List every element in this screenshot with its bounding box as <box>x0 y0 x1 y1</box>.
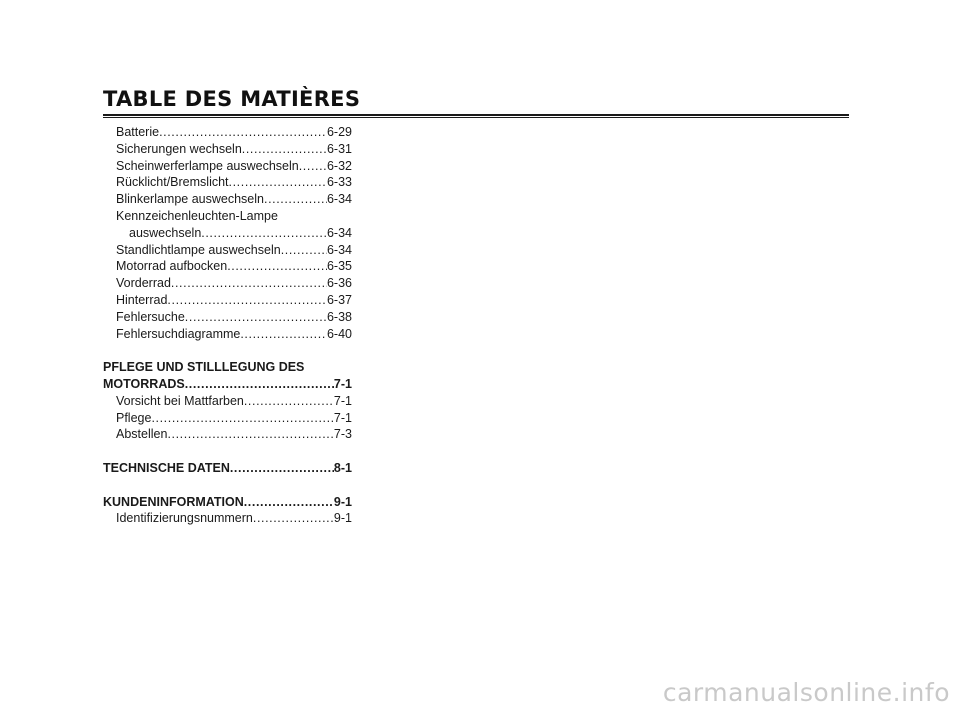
dot-leader <box>253 510 334 527</box>
toc-entry-page: 6-35 <box>326 259 352 274</box>
toc-entry-label: Standlichtlampe auswechseln <box>116 242 281 257</box>
toc-entry-kennzeichen-line2[interactable] <box>103 225 352 242</box>
toc-entry-label: auswechseln <box>129 225 202 240</box>
toc-entry-abstellen[interactable] <box>103 426 352 443</box>
toc-entry-page: 6-38 <box>326 309 352 324</box>
table-of-contents <box>103 124 352 527</box>
toc-entry-page: 6-31 <box>326 141 352 156</box>
toc-entry-label: Abstellen <box>116 427 168 442</box>
toc-entry-label: Rücklicht/Bremslicht <box>116 175 229 190</box>
toc-entry-label: Motorrad aufbocken <box>116 259 228 274</box>
toc-entry-aufbocken[interactable] <box>103 258 352 275</box>
toc-entry-label: Scheinwerferlampe auswechseln <box>116 158 299 173</box>
toc-section-7-line1[interactable] <box>103 359 352 376</box>
dot-leader <box>244 393 334 410</box>
toc-section-7-line2[interactable] <box>103 376 352 393</box>
toc-entry-label: Vorsicht bei Mattfarben <box>116 393 244 408</box>
section-spacer <box>103 342 352 359</box>
dot-leader <box>281 242 327 259</box>
toc-entry-sicherungen[interactable] <box>103 141 352 158</box>
toc-entry-label: Vorderrad <box>116 276 171 291</box>
dot-leader <box>264 191 327 208</box>
dot-leader <box>201 225 327 242</box>
toc-entry-page: 6-37 <box>326 292 352 307</box>
dot-leader <box>299 158 327 175</box>
toc-entry-vorderrad[interactable] <box>103 275 352 292</box>
toc-entry-fehlersuche[interactable] <box>103 309 352 326</box>
toc-entry-page: 6-33 <box>326 175 352 190</box>
dot-leader <box>151 410 333 427</box>
toc-entry-mattfarben[interactable] <box>103 393 352 410</box>
toc-entry-kennzeichen-line1[interactable] <box>103 208 352 225</box>
toc-section-8[interactable] <box>103 460 352 477</box>
section-spacer <box>103 477 352 494</box>
dot-leader <box>242 141 327 158</box>
toc-entry-label: Fehlersuchdiagramme <box>116 326 241 341</box>
title-underline <box>103 114 849 118</box>
dot-leader <box>240 326 327 343</box>
toc-entry-page: 6-34 <box>326 192 352 207</box>
dot-leader <box>185 309 327 326</box>
toc-entry-page: 6-34 <box>326 242 352 257</box>
dot-leader <box>167 292 327 309</box>
toc-entry-hinterrad[interactable] <box>103 292 352 309</box>
toc-entry-label: Sicherungen wechseln <box>116 141 242 156</box>
toc-section-label: PFLEGE UND STILLLEGUNG DES <box>103 360 305 375</box>
toc-section-page: 7-1 <box>333 376 352 391</box>
dot-leader <box>244 494 334 511</box>
dot-leader <box>230 460 334 477</box>
toc-entry-page: 7-3 <box>333 427 352 442</box>
toc-entry-page: 7-1 <box>333 393 352 408</box>
toc-entry-page: 6-34 <box>326 225 352 240</box>
toc-entry-blinkerlampe[interactable] <box>103 191 352 208</box>
dot-leader <box>229 174 327 191</box>
dot-leader <box>159 124 327 141</box>
toc-entry-identifizierungsnummern[interactable] <box>103 510 352 527</box>
toc-entry-pflege[interactable] <box>103 410 352 427</box>
toc-entry-page: 6-32 <box>326 158 352 173</box>
toc-section-label: KUNDENINFORMATION <box>103 494 244 509</box>
watermark-text: carmanualsonline.info <box>662 678 950 707</box>
toc-entry-label: Blinkerlampe auswechseln <box>116 192 264 207</box>
toc-section-label: TECHNISCHE DATEN <box>103 460 230 475</box>
toc-entry-page: 6-40 <box>326 326 352 341</box>
toc-section-9[interactable] <box>103 494 352 511</box>
toc-entry-scheinwerferlampe[interactable] <box>103 158 352 175</box>
toc-entry-page: 6-36 <box>326 276 352 291</box>
toc-entry-label: Fehlersuche <box>116 309 185 324</box>
toc-section-page: 8-1 <box>333 460 352 475</box>
toc-entry-label: Identifizierungsnummern <box>116 511 253 526</box>
toc-entry-batterie[interactable] <box>103 124 352 141</box>
dot-leader <box>227 258 327 275</box>
toc-entry-label: Pflege <box>116 410 152 425</box>
dot-leader <box>167 426 333 443</box>
toc-entry-label: Hinterrad <box>116 292 168 307</box>
toc-entry-page: 6-29 <box>326 125 352 139</box>
page-title: TABLE DES MATIÈRES <box>103 87 361 111</box>
toc-entry-label: Batterie <box>116 125 160 139</box>
toc-section-label: MOTORRADS <box>103 376 185 391</box>
section-spacer <box>103 443 352 460</box>
toc-entry-standlichtlampe[interactable] <box>103 242 352 259</box>
toc-entry-ruecklicht[interactable] <box>103 174 352 191</box>
dot-leader <box>171 275 327 292</box>
toc-entry-label: Kennzeichenleuchten-Lampe <box>116 208 278 223</box>
toc-entry-page: 7-1 <box>333 410 352 425</box>
dot-leader <box>185 376 334 393</box>
toc-entry-fehlersuchdiagramme[interactable] <box>103 326 352 343</box>
toc-section-page: 9-1 <box>333 494 352 509</box>
toc-entry-page: 9-1 <box>333 511 352 526</box>
